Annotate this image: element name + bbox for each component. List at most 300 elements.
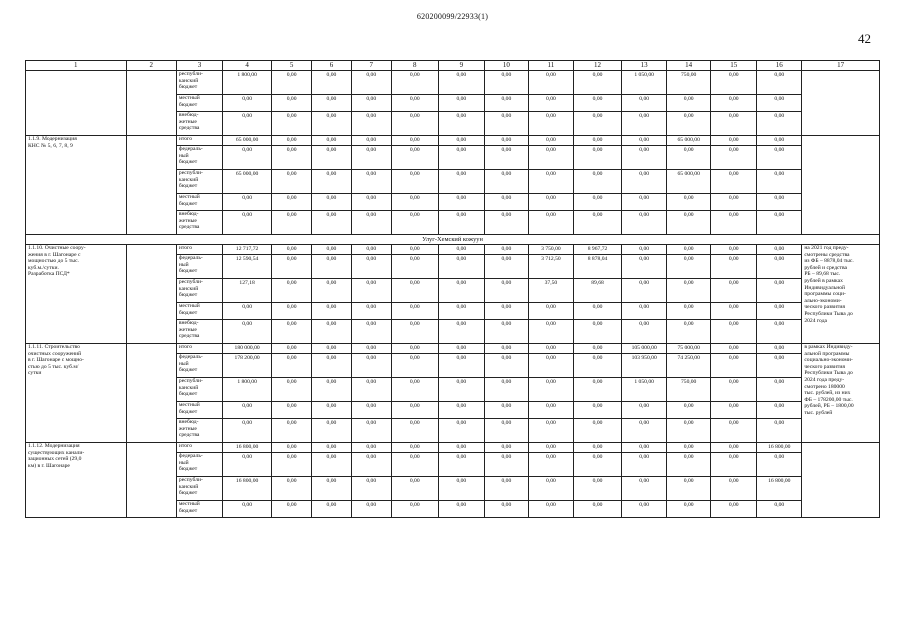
amount-cell: 0,00 — [312, 112, 352, 136]
column-2-cell — [126, 136, 176, 235]
section-title: Улуг-Хемский кожуун — [26, 235, 880, 245]
amount-cell: 0,00 — [757, 402, 802, 419]
column-header: 12 — [573, 61, 621, 71]
amount-cell: 0,00 — [528, 71, 573, 95]
amount-cell: 0,00 — [438, 501, 484, 518]
amount-cell: 0,00 — [438, 95, 484, 112]
column-header: 6 — [312, 61, 352, 71]
amount-cell: 0,00 — [272, 344, 312, 354]
amount-cell: 0,00 — [667, 279, 711, 303]
amount-cell: 0,00 — [312, 95, 352, 112]
funding-source: внебюд- жетные средства — [176, 419, 222, 443]
amount-cell: 0,00 — [484, 378, 528, 402]
amount-cell: 1 050,00 — [622, 378, 667, 402]
amount-cell: 0,00 — [528, 402, 573, 419]
amount-cell: 0,00 — [312, 303, 352, 320]
amount-cell: 0,00 — [711, 344, 757, 354]
amount-cell: 0,00 — [528, 194, 573, 211]
amount-cell: 0,00 — [222, 419, 271, 443]
amount-cell: 0,00 — [391, 320, 438, 344]
amount-cell: 0,00 — [391, 245, 438, 255]
funding-source: республи- канский бюджет — [176, 477, 222, 501]
amount-cell: 103 950,00 — [622, 354, 667, 378]
table-row — [26, 245, 880, 255]
amount-cell: 0,00 — [667, 477, 711, 501]
amount-cell: 12 717,72 — [222, 245, 271, 255]
amount-cell: 0,00 — [757, 344, 802, 354]
amount-cell: 0,00 — [351, 146, 391, 170]
amount-cell: 0,00 — [438, 211, 484, 235]
amount-cell: 0,00 — [573, 194, 621, 211]
amount-cell: 0,00 — [484, 146, 528, 170]
amount-cell: 0,00 — [272, 453, 312, 477]
amount-cell: 0,00 — [528, 211, 573, 235]
column-header: 9 — [438, 61, 484, 71]
amount-cell: 0,00 — [272, 136, 312, 146]
header-row — [26, 61, 880, 71]
amount-cell: 0,00 — [573, 136, 621, 146]
amount-cell: 0,00 — [484, 245, 528, 255]
amount-cell: 0,00 — [312, 211, 352, 235]
amount-cell: 0,00 — [528, 136, 573, 146]
amount-cell: 0,00 — [391, 194, 438, 211]
amount-cell: 0,00 — [573, 211, 621, 235]
amount-cell: 0,00 — [391, 443, 438, 453]
amount-cell: 0,00 — [622, 112, 667, 136]
table-body — [26, 61, 880, 518]
amount-cell: 0,00 — [484, 354, 528, 378]
column-header: 14 — [667, 61, 711, 71]
activity-name — [26, 71, 127, 136]
amount-cell: 0,00 — [272, 146, 312, 170]
amount-cell: 0,00 — [222, 146, 271, 170]
amount-cell: 0,00 — [667, 112, 711, 136]
amount-cell: 3 712,50 — [528, 255, 573, 279]
amount-cell: 0,00 — [484, 344, 528, 354]
amount-cell: 0,00 — [391, 112, 438, 136]
amount-cell: 65 000,00 — [667, 136, 711, 146]
note-cell — [802, 443, 880, 518]
amount-cell: 0,00 — [391, 279, 438, 303]
amount-cell: 0,00 — [272, 211, 312, 235]
table-row — [26, 136, 880, 146]
amount-cell: 65 000,00 — [667, 170, 711, 194]
amount-cell: 0,00 — [757, 255, 802, 279]
amount-cell: 0,00 — [438, 303, 484, 320]
amount-cell: 0,00 — [528, 419, 573, 443]
amount-cell: 0,00 — [351, 194, 391, 211]
amount-cell: 0,00 — [351, 303, 391, 320]
column-header: 5 — [272, 61, 312, 71]
amount-cell: 0,00 — [484, 194, 528, 211]
amount-cell: 65 000,00 — [222, 136, 271, 146]
amount-cell: 0,00 — [351, 344, 391, 354]
amount-cell: 0,00 — [711, 112, 757, 136]
amount-cell: 0,00 — [272, 443, 312, 453]
amount-cell: 0,00 — [391, 71, 438, 95]
amount-cell: 0,00 — [438, 443, 484, 453]
amount-cell: 0,00 — [528, 453, 573, 477]
funding-source: республи- канский бюджет — [176, 378, 222, 402]
column-header: 16 — [757, 61, 802, 71]
amount-cell: 0,00 — [312, 279, 352, 303]
amount-cell: 0,00 — [573, 354, 621, 378]
amount-cell: 0,00 — [438, 245, 484, 255]
amount-cell: 0,00 — [351, 255, 391, 279]
amount-cell: 0,00 — [711, 378, 757, 402]
amount-cell: 0,00 — [711, 194, 757, 211]
amount-cell: 0,00 — [351, 136, 391, 146]
amount-cell: 0,00 — [622, 419, 667, 443]
amount-cell: 0,00 — [484, 170, 528, 194]
amount-cell: 0,00 — [757, 453, 802, 477]
funding-source: федераль- ный бюджет — [176, 354, 222, 378]
amount-cell: 0,00 — [667, 453, 711, 477]
amount-cell: 0,00 — [351, 354, 391, 378]
amount-cell: 0,00 — [573, 95, 621, 112]
amount-cell: 0,00 — [667, 245, 711, 255]
amount-cell: 0,00 — [272, 320, 312, 344]
amount-cell: 0,00 — [391, 303, 438, 320]
amount-cell: 0,00 — [438, 146, 484, 170]
amount-cell: 0,00 — [484, 136, 528, 146]
amount-cell: 0,00 — [528, 303, 573, 320]
amount-cell: 0,00 — [484, 211, 528, 235]
amount-cell: 0,00 — [573, 71, 621, 95]
funding-source: итого — [176, 136, 222, 146]
column-header: 8 — [391, 61, 438, 71]
amount-cell: 0,00 — [272, 112, 312, 136]
amount-cell: 0,00 — [312, 477, 352, 501]
amount-cell: 0,00 — [528, 354, 573, 378]
amount-cell: 0,00 — [272, 501, 312, 518]
activity-name: 1.1.10. Очистные соору- жения в г. Шагонаре с мощностью до 5 тыс. куб.м./сутки. Разработка ПСД* — [26, 245, 127, 344]
column-header: 17 — [802, 61, 880, 71]
amount-cell: 16 800,00 — [757, 443, 802, 453]
amount-cell: 0,00 — [622, 146, 667, 170]
amount-cell: 0,00 — [438, 112, 484, 136]
amount-cell: 0,00 — [351, 453, 391, 477]
amount-cell: 0,00 — [438, 419, 484, 443]
amount-cell: 0,00 — [667, 320, 711, 344]
amount-cell: 0,00 — [622, 443, 667, 453]
amount-cell: 0,00 — [312, 71, 352, 95]
amount-cell: 37,50 — [528, 279, 573, 303]
column-header: 4 — [222, 61, 271, 71]
amount-cell: 180 000,00 — [222, 344, 271, 354]
column-2-cell — [126, 344, 176, 443]
amount-cell: 0,00 — [622, 453, 667, 477]
amount-cell: 0,00 — [711, 354, 757, 378]
amount-cell: 0,00 — [484, 419, 528, 443]
amount-cell: 0,00 — [667, 146, 711, 170]
amount-cell: 0,00 — [711, 477, 757, 501]
amount-cell: 750,00 — [667, 71, 711, 95]
funding-source: республи- канский бюджет — [176, 279, 222, 303]
amount-cell: 0,00 — [312, 419, 352, 443]
table-row — [26, 344, 880, 354]
amount-cell: 0,00 — [391, 170, 438, 194]
amount-cell: 0,00 — [438, 477, 484, 501]
activity-name: 1.1.9. Модернизация КНС № 5, 6, 7, 8, 9 — [26, 136, 127, 235]
note-cell — [802, 136, 880, 235]
amount-cell: 0,00 — [757, 95, 802, 112]
amount-cell: 0,00 — [272, 402, 312, 419]
amount-cell: 0,00 — [573, 402, 621, 419]
amount-cell: 0,00 — [351, 279, 391, 303]
amount-cell: 0,00 — [667, 255, 711, 279]
amount-cell: 0,00 — [391, 501, 438, 518]
amount-cell: 0,00 — [528, 344, 573, 354]
amount-cell: 0,00 — [438, 344, 484, 354]
page-number: 42 — [858, 31, 871, 46]
amount-cell: 0,00 — [757, 170, 802, 194]
amount-cell: 0,00 — [667, 303, 711, 320]
amount-cell: 0,00 — [222, 112, 271, 136]
amount-cell: 0,00 — [711, 245, 757, 255]
amount-cell: 0,00 — [622, 279, 667, 303]
activity-name: 1.1.12. Модернизация существующих канали- зационных сетей (29,0 км) в г. Шагонаре — [26, 443, 127, 518]
amount-cell: 0,00 — [351, 320, 391, 344]
note-cell — [802, 71, 880, 136]
column-header: 10 — [484, 61, 528, 71]
column-header: 13 — [622, 61, 667, 71]
amount-cell: 0,00 — [484, 477, 528, 501]
funding-source: внебюд- жетные средства — [176, 320, 222, 344]
amount-cell: 0,00 — [351, 112, 391, 136]
amount-cell: 0,00 — [312, 378, 352, 402]
column-header: 7 — [351, 61, 391, 71]
amount-cell: 0,00 — [222, 303, 271, 320]
amount-cell: 0,00 — [711, 279, 757, 303]
column-header: 11 — [528, 61, 573, 71]
column-2-cell — [126, 71, 176, 136]
amount-cell: 0,00 — [351, 402, 391, 419]
amount-cell: 0,00 — [484, 71, 528, 95]
amount-cell: 0,00 — [222, 95, 271, 112]
amount-cell: 0,00 — [711, 71, 757, 95]
funding-source: внебюд- жетные средства — [176, 211, 222, 235]
funding-source: федераль- ный бюджет — [176, 255, 222, 279]
funding-source: итого — [176, 443, 222, 453]
funding-source: республи- канский бюджет — [176, 170, 222, 194]
amount-cell: 75 000,00 — [667, 344, 711, 354]
funding-source: местный бюджет — [176, 402, 222, 419]
amount-cell: 0,00 — [391, 402, 438, 419]
amount-cell: 0,00 — [438, 354, 484, 378]
amount-cell: 0,00 — [622, 211, 667, 235]
amount-cell: 0,00 — [438, 71, 484, 95]
amount-cell: 0,00 — [484, 95, 528, 112]
amount-cell: 0,00 — [757, 354, 802, 378]
amount-cell: 0,00 — [391, 136, 438, 146]
amount-cell: 0,00 — [312, 146, 352, 170]
amount-cell: 0,00 — [272, 95, 312, 112]
amount-cell: 0,00 — [711, 255, 757, 279]
amount-cell: 0,00 — [351, 477, 391, 501]
amount-cell: 8 967,72 — [573, 245, 621, 255]
amount-cell: 0,00 — [757, 378, 802, 402]
amount-cell: 0,00 — [484, 501, 528, 518]
amount-cell: 0,00 — [757, 146, 802, 170]
amount-cell: 0,00 — [351, 170, 391, 194]
funding-source: местный бюджет — [176, 303, 222, 320]
amount-cell: 0,00 — [312, 344, 352, 354]
funding-source: местный бюджет — [176, 95, 222, 112]
amount-cell: 0,00 — [757, 320, 802, 344]
amount-cell: 1 800,00 — [222, 71, 271, 95]
amount-cell: 0,00 — [573, 112, 621, 136]
activity-name: 1.1.11. Строительство очистных сооружений в г. Шагонаре с мощно- стью до 5 тыс. куб.м/ сутки — [26, 344, 127, 443]
amount-cell: 0,00 — [528, 112, 573, 136]
amount-cell: 178 200,00 — [222, 354, 271, 378]
amount-cell: 0,00 — [438, 194, 484, 211]
amount-cell: 0,00 — [622, 320, 667, 344]
amount-cell: 0,00 — [711, 320, 757, 344]
amount-cell: 0,00 — [391, 344, 438, 354]
amount-cell: 0,00 — [573, 303, 621, 320]
amount-cell: 0,00 — [222, 402, 271, 419]
amount-cell: 0,00 — [312, 245, 352, 255]
amount-cell: 8 878,04 — [573, 255, 621, 279]
amount-cell: 0,00 — [438, 320, 484, 344]
amount-cell: 0,00 — [222, 211, 271, 235]
funding-source: местный бюджет — [176, 194, 222, 211]
amount-cell: 0,00 — [484, 279, 528, 303]
funding-source: местный бюджет — [176, 501, 222, 518]
amount-cell: 0,00 — [391, 95, 438, 112]
column-header: 2 — [126, 61, 176, 71]
amount-cell: 0,00 — [438, 378, 484, 402]
amount-cell: 0,00 — [272, 71, 312, 95]
amount-cell: 0,00 — [622, 95, 667, 112]
amount-cell: 0,00 — [573, 146, 621, 170]
amount-cell: 0,00 — [484, 453, 528, 477]
amount-cell: 0,00 — [312, 443, 352, 453]
amount-cell: 0,00 — [222, 453, 271, 477]
amount-cell: 0,00 — [711, 95, 757, 112]
amount-cell: 0,00 — [711, 170, 757, 194]
amount-cell: 105 000,00 — [622, 344, 667, 354]
amount-cell: 0,00 — [757, 194, 802, 211]
amount-cell: 0,00 — [351, 95, 391, 112]
amount-cell: 0,00 — [312, 354, 352, 378]
budget-table — [25, 60, 880, 518]
amount-cell: 89,68 — [573, 279, 621, 303]
amount-cell: 0,00 — [573, 378, 621, 402]
amount-cell: 0,00 — [711, 211, 757, 235]
amount-cell: 0,00 — [573, 170, 621, 194]
amount-cell: 0,00 — [573, 443, 621, 453]
amount-cell: 0,00 — [711, 303, 757, 320]
amount-cell: 0,00 — [573, 344, 621, 354]
amount-cell: 0,00 — [757, 136, 802, 146]
amount-cell: 0,00 — [757, 211, 802, 235]
amount-cell: 0,00 — [711, 443, 757, 453]
amount-cell: 0,00 — [528, 320, 573, 344]
amount-cell: 0,00 — [351, 245, 391, 255]
amount-cell: 0,00 — [438, 453, 484, 477]
amount-cell: 0,00 — [484, 320, 528, 344]
amount-cell: 0,00 — [757, 419, 802, 443]
amount-cell: 0,00 — [573, 419, 621, 443]
amount-cell: 0,00 — [312, 402, 352, 419]
amount-cell: 0,00 — [573, 320, 621, 344]
amount-cell: 750,00 — [667, 378, 711, 402]
amount-cell: 0,00 — [622, 477, 667, 501]
amount-cell: 0,00 — [711, 501, 757, 518]
amount-cell: 0,00 — [391, 453, 438, 477]
amount-cell: 16 800,00 — [757, 477, 802, 501]
amount-cell: 0,00 — [438, 279, 484, 303]
amount-cell: 0,00 — [312, 255, 352, 279]
amount-cell: 0,00 — [391, 378, 438, 402]
amount-cell: 0,00 — [667, 501, 711, 518]
amount-cell: 0,00 — [272, 170, 312, 194]
funding-source: федераль- ный бюджет — [176, 146, 222, 170]
note-cell: в рамках Индивиду- альной программы социально-экономи- ческого развития Республики Тыва до 2024 года преду- смотрено 180000 тыс. рублей, из них ФБ – 178200,00 тыс. рублей, РБ – 1800,00 тыс. рублей — [802, 344, 880, 443]
amount-cell: 0,00 — [757, 112, 802, 136]
amount-cell: 0,00 — [438, 136, 484, 146]
amount-cell: 0,00 — [667, 211, 711, 235]
column-header: 1 — [26, 61, 127, 71]
amount-cell: 0,00 — [622, 402, 667, 419]
amount-cell: 1 800,00 — [222, 378, 271, 402]
amount-cell: 0,00 — [312, 136, 352, 146]
amount-cell: 0,00 — [667, 95, 711, 112]
amount-cell: 0,00 — [222, 320, 271, 344]
amount-cell: 0,00 — [667, 443, 711, 453]
amount-cell: 0,00 — [622, 136, 667, 146]
amount-cell: 0,00 — [528, 443, 573, 453]
amount-cell: 0,00 — [312, 194, 352, 211]
section-row — [26, 235, 880, 245]
amount-cell: 0,00 — [351, 443, 391, 453]
amount-cell: 3 750,00 — [528, 245, 573, 255]
amount-cell: 0,00 — [711, 453, 757, 477]
amount-cell: 0,00 — [272, 245, 312, 255]
column-2-cell — [126, 245, 176, 344]
amount-cell: 0,00 — [351, 419, 391, 443]
amount-cell: 0,00 — [757, 71, 802, 95]
amount-cell: 0,00 — [528, 170, 573, 194]
amount-cell: 0,00 — [484, 402, 528, 419]
amount-cell: 0,00 — [573, 501, 621, 518]
amount-cell: 0,00 — [272, 378, 312, 402]
amount-cell: 0,00 — [272, 255, 312, 279]
column-header: 3 — [176, 61, 222, 71]
amount-cell: 0,00 — [391, 354, 438, 378]
amount-cell: 0,00 — [573, 453, 621, 477]
amount-cell: 0,00 — [391, 146, 438, 170]
amount-cell: 0,00 — [484, 303, 528, 320]
amount-cell: 0,00 — [272, 477, 312, 501]
amount-cell: 0,00 — [528, 378, 573, 402]
amount-cell: 0,00 — [622, 194, 667, 211]
amount-cell: 0,00 — [438, 402, 484, 419]
amount-cell: 0,00 — [711, 402, 757, 419]
note-cell: на 2021 год преду- смотрены средства из ФБ – 8878,04 тыс. рублей и средства РБ – 89,68 тыс. рублей в рамках Индивидуальной программы соци- ально-экономи- ческого развития Республики Тыва до 2024 года — [802, 245, 880, 344]
amount-cell: 0,00 — [351, 378, 391, 402]
amount-cell: 74 250,00 — [667, 354, 711, 378]
amount-cell: 0,00 — [622, 245, 667, 255]
amount-cell: 0,00 — [312, 501, 352, 518]
amount-cell: 0,00 — [528, 146, 573, 170]
amount-cell: 0,00 — [484, 443, 528, 453]
column-2-cell — [126, 443, 176, 518]
funding-source: федераль- ный бюджет — [176, 453, 222, 477]
amount-cell: 0,00 — [667, 419, 711, 443]
